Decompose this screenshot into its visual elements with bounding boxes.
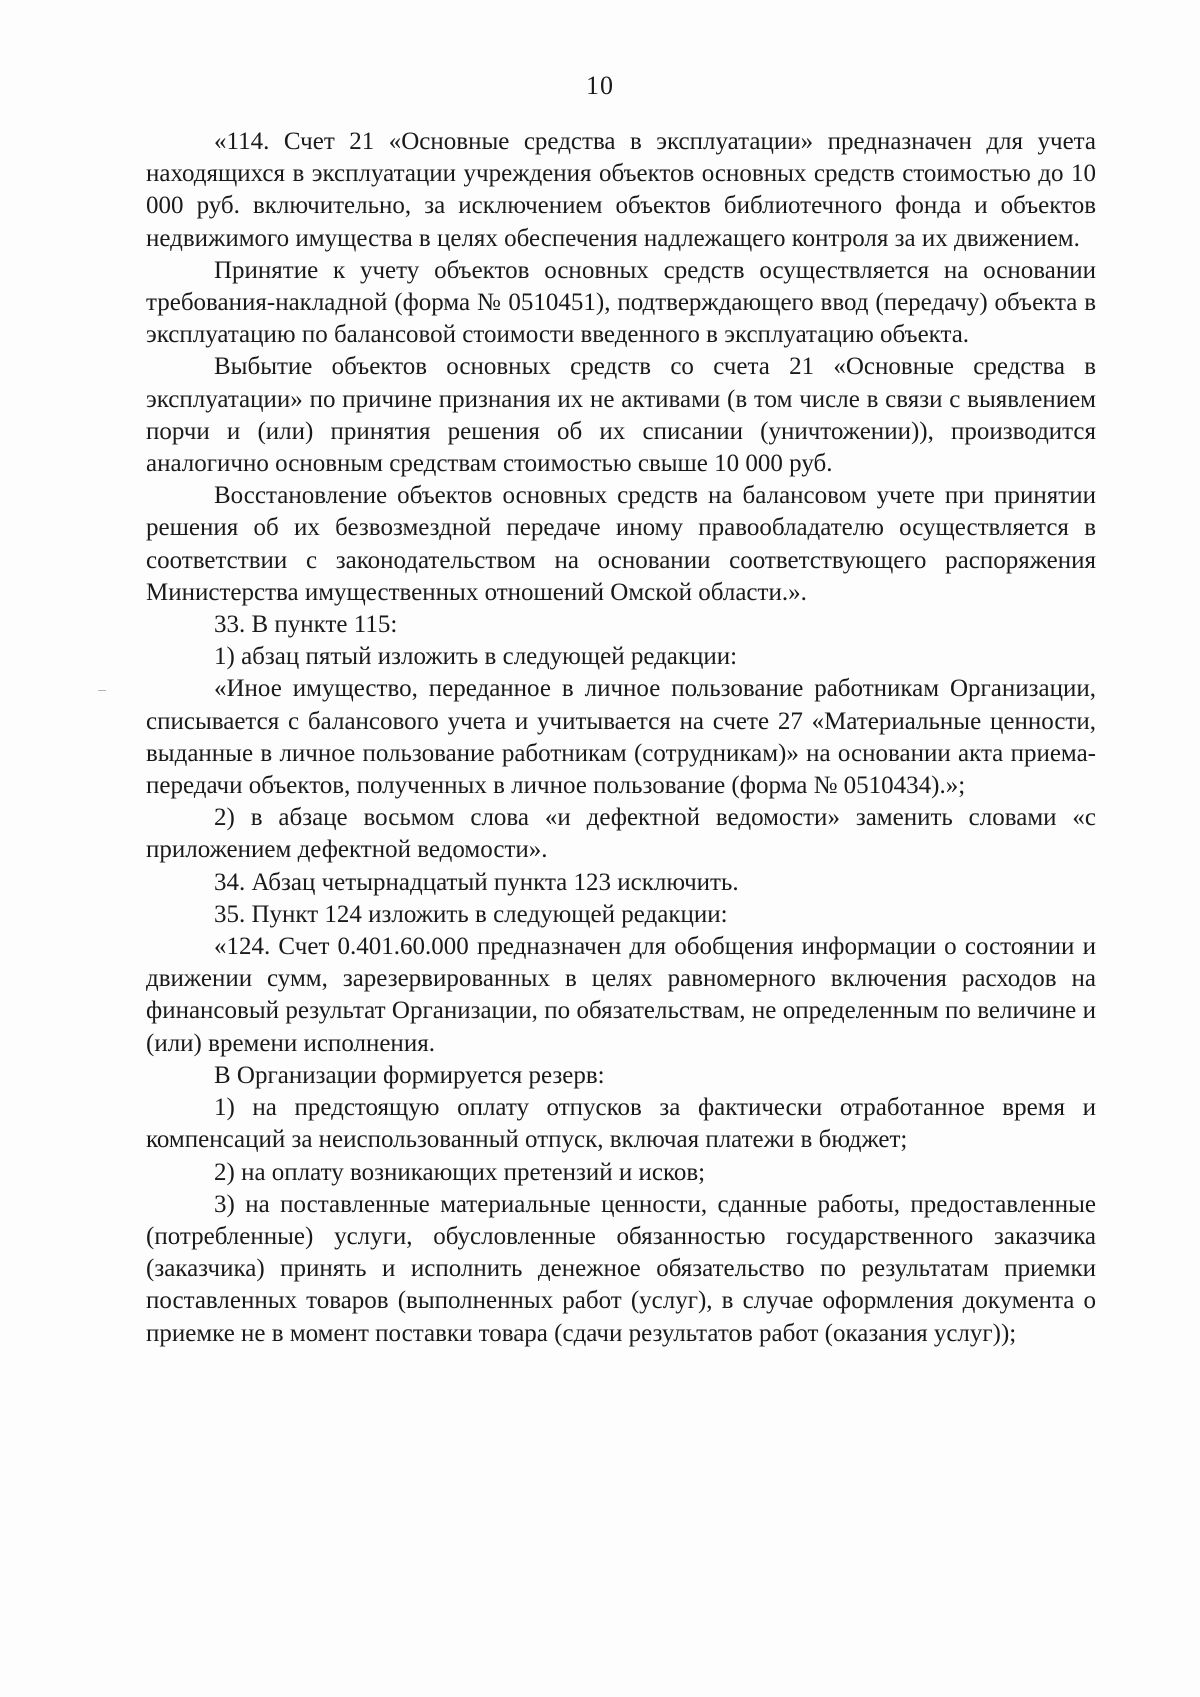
paragraph: 3) на поставленные материальные ценности, сданные работы, предоставленные (потребленные) услуги, обусловленные обязанностью государственного заказчика (заказчика) принять и исполнить денежное обязательство по результатам приемки поставленных товаров (выполненных работ (услуг), в случае оформления документа о приемке не в момент поставки товара (сдачи результатов работ (оказания услуг)); — [146, 1190, 1096, 1347]
margin-mark — [98, 690, 106, 691]
document-body — [146, 126, 1096, 1350]
paragraph: 2) на оплату возникающих претензий и исков; — [214, 1158, 706, 1186]
paragraph: 1) на предстоящую оплату отпусков за фактически отработанное время и компенсаций за неиспользованный отпуск, включая платежи в бюджет; — [146, 1094, 1096, 1154]
paragraph: Восстановление объектов основных средств на балансовом учете при принятии решения об их безвозмездной передаче иному правообладателю осуществляется в соответствии с законодательством на основании соответствующего распоряжения Министерства имущественных отношений Омской области.». — [146, 482, 1096, 606]
paragraph: В Организации формируется резерв: — [214, 1061, 605, 1089]
paragraph: 35. Пункт 124 изложить в следующей редакции: — [214, 900, 728, 928]
page-number: 10 — [586, 71, 614, 100]
paragraph: «Иное имущество, переданное в личное пользование работникам Организации, списывается с балансового учета и учитывается на счете 27 «Материальные ценности, выданные в личное пользование работникам (сотрудникам)» на основании акта приема-передачи объектов, полученных в личное пользование (форма № 0510434).»; — [146, 675, 1096, 800]
paragraph: 1) абзац пятый изложить в следующей редакции: — [214, 643, 738, 671]
paragraph: Выбытие объектов основных средств со счета 21 «Основные средства в эксплуатации» по причине признания их не активами (в том числе в связи с выявлением порчи и (или) принятия решения об их списании (уничтожении)), производится аналогично основным средствам стоимостью свыше 10 000 руб. — [146, 353, 1096, 478]
paragraph: 33. В пункте 115: — [214, 611, 398, 639]
paragraph: Принятие к учету объектов основных средств осуществляется на основании требования-накладной (форма № 0510451), подтверждающего ввод (передачу) объекта в эксплуатацию по балансовой стоимости введенного в эксплуатацию объекта. — [146, 256, 1096, 349]
paragraph: «124. Счет 0.401.60.000 предназначен для обобщения информации о состоянии и движении сумм, зарезервированных в целях равномерного включения расходов на финансовый результат Организации, по обязательствам, не определенным по величине и (или) времени исполнения. — [146, 933, 1096, 1057]
paragraph: 34. Абзац четырнадцатый пункта 123 исключить. — [214, 868, 739, 896]
paragraph: 2) в абзаце восьмом слова «и дефектной ведомости» заменить словами «с приложением дефектной ведомости». — [146, 804, 1096, 864]
paragraph: «114. Счет 21 «Основные средства в эксплуатации» предназначен для учета находящихся в эксплуатации учреждения объектов основных средств стоимостью до 10 000 руб. включительно, за исключением объектов библиотечного фонда и объектов недвижимого имущества в целях обеспечения надлежащего контроля за их движением. — [146, 128, 1096, 252]
